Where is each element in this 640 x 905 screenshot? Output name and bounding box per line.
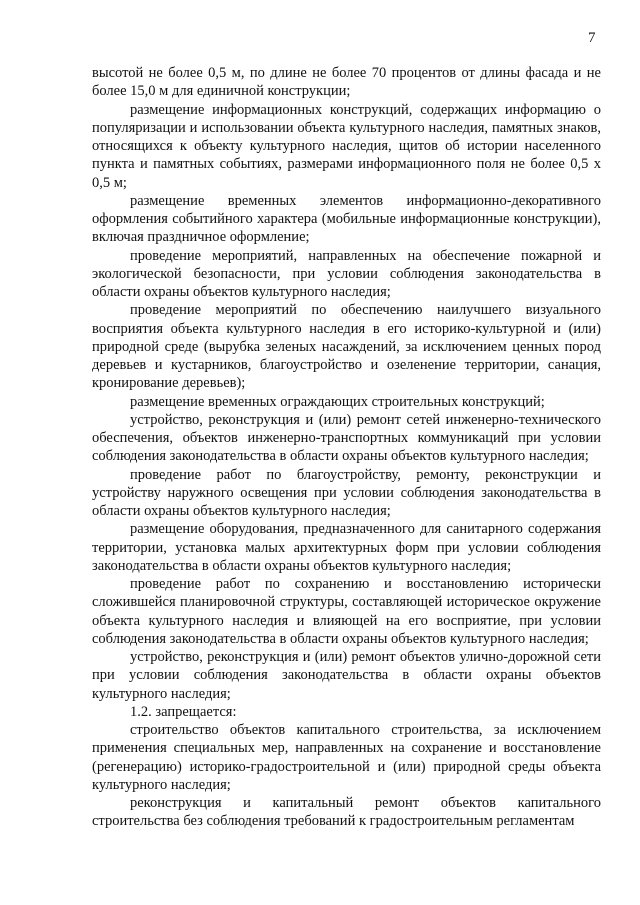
- paragraph: проведение мероприятий по обеспечению наилучшего визуального восприятия объекта культурного наследия в его историко-культурной и (или) природной среде (вырубка зеленых насаждений, за исключением ценных пород деревьев и кустарников, благоустройство и озеленение территории, санация, кронирование деревьев);: [92, 302, 601, 392]
- paragraph-continued: высотой не более 0,5 м, по длине не более 70 процентов от длины фасада и не более 15,0 м для единичной конструкции;: [92, 65, 601, 100]
- paragraph: размещение временных ограждающих строительных конструкций;: [130, 393, 545, 410]
- paragraph: проведение работ по сохранению и восстановлению исторически сложившейся планировочной структуры, составляющей историческое окружение объекта культурного наследия и влияющей на его восприятие, при условии соблюдения законодательства в области охраны объектов культурного наследия;: [92, 576, 601, 647]
- paragraph: проведение мероприятий, направленных на обеспечение пожарной и экологической безопасности, при условии соблюдения законодательства в области охраны объектов культурного наследия;: [92, 247, 601, 300]
- paragraph: размещение информационных конструкций, содержащих информацию о популяризации и использовании объекта культурного наследия, памятных знаков, относящихся к объекту культурного наследия, щитов об истории населенного пункта и памятных событиях, размерами информационного поля не более 0,5 х 0,5 м;: [92, 101, 601, 191]
- section-heading: 1.2. запрещается:: [130, 703, 237, 720]
- paragraph: проведение работ по благоустройству, ремонту, реконструкции и устройству наружного освещения при условии соблюдения законодательства в области охраны объектов культурного наследия;: [92, 466, 601, 519]
- paragraph: устройство, реконструкция и (или) ремонт сетей инженерно-технического обеспечения, объектов инженерно-транспортных коммуникаций при условии соблюдения законодательства в области охраны объектов культурного наследия;: [92, 411, 601, 465]
- paragraph: устройство, реконструкция и (или) ремонт объектов улично-дорожной сети при условии соблюдения законодательства в области охраны объектов культурного наследия;: [92, 649, 601, 702]
- paragraph: размещение оборудования, предназначенного для санитарного содержания территории, установка малых архитектурных форм при условии соблюдения законодательства в области охраны объектов культурного наследия;: [92, 521, 601, 574]
- paragraph: размещение временных элементов информационно-декоративного оформления событийного характера (мобильные информационные конструкции), включая праздничное оформление;: [92, 192, 601, 246]
- document-body: [92, 64, 601, 831]
- paragraph: строительство объектов капитального строительства, за исключением применения специальных мер, направленных на сохранение и восстановление (регенерацию) историко-градостроительной и (или) природной среды объекта культурного наследия;: [92, 722, 601, 793]
- paragraph: реконструкция и капитальный ремонт объектов капитального строительства без соблюдения требований к градостроительным регламентам: [92, 795, 601, 830]
- page-number: 7: [588, 30, 596, 46]
